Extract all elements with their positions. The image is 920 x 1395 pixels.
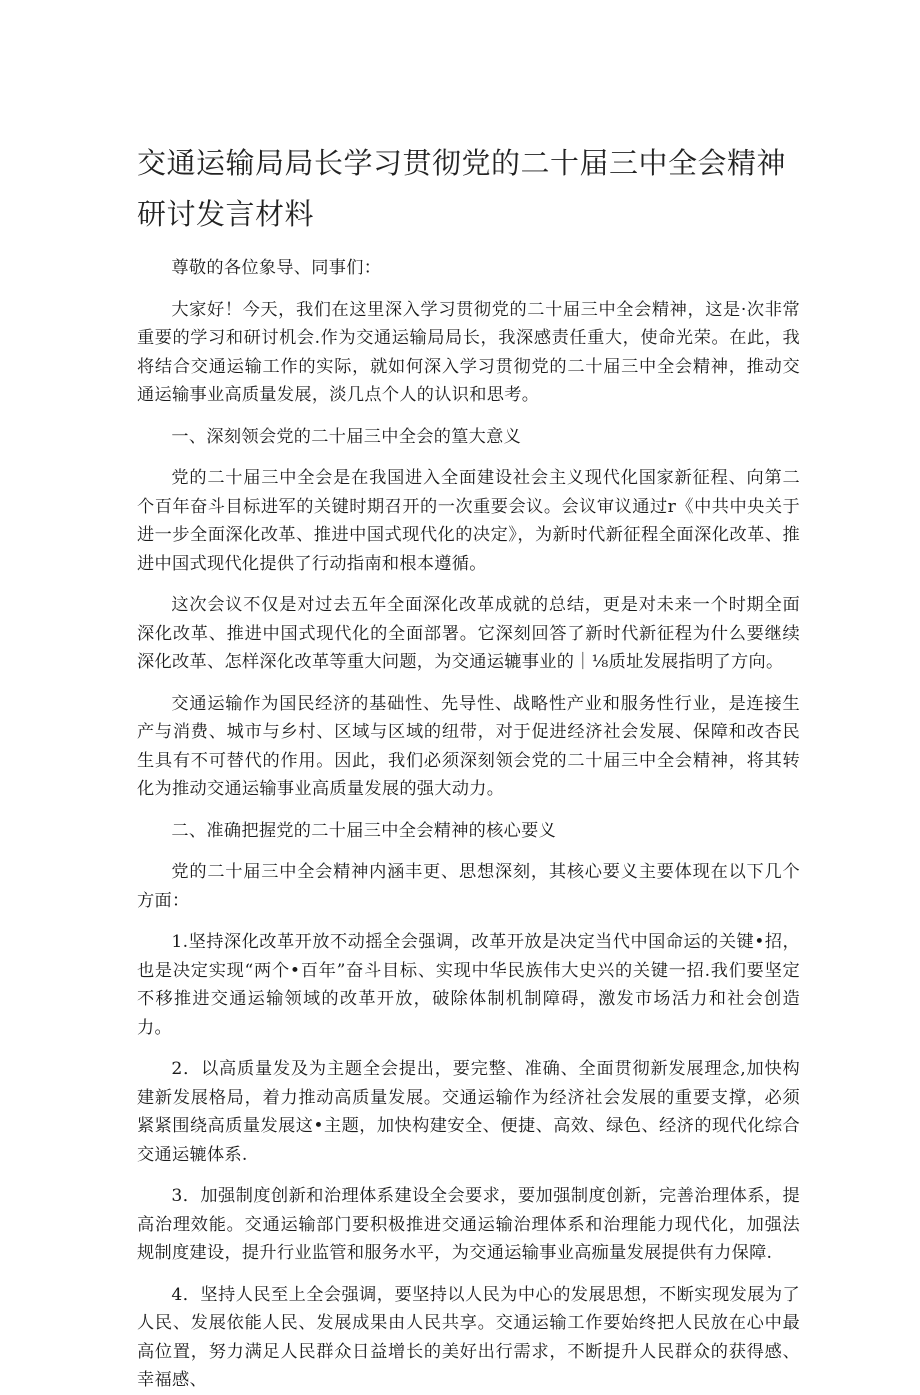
list-item: 4．坚持人民至上全会强调，要坚持以人民为中心的发展思想，不断实现发展为了人民、发展依能人民、发展成果由人民共享。交通运输工作要始终把人民放在心中最高位置，努力满足人民群众日益增长的美好出行需求，不断提升人民群众的获得感、幸福感、 — [137, 1284, 800, 1390]
list-item: 1.坚持深化改革开放不动摇全会强调，改革开放是决定当代中国命运的关键•招，也是决定实现“两个•百年”奋斗目标、实现中华民族伟大史兴的关键一招.我们要坚定不移推进交通运输领域的改革开放，破除体制机制障碍，激发市场活力和社会创造力。 — [137, 932, 800, 1038]
list-item: 3．加强制度创新和治理体系建设全会要求，要加强制度创新，完善治理体系，提高治理效能。交通运输部门要积极推进交通运输治理体系和治理能力现代化，加强法规制度建设，提升行业监管和服务水平，为交通运输事业高痂量发展提供有力保障. — [137, 1186, 800, 1263]
salutation: 尊敬的各位象导、同事们： — [171, 258, 382, 278]
body-paragraph: 这次会议不仅是对过去五年全面深化改革成就的总结，更是对未来一个时期全面深化改革、推进中国式现代化的全面部署。它深刻回答了新时代新征程为什么要继续深化改革、怎样深化改革等重大问题，为交通运辘事业的｜⅛质址发展指明了方向。 — [137, 595, 800, 672]
body-paragraph: 大家好！今天，我们在这里深入学习贯彻党的二十届三中全会精神，这是·次非常重要的学习和研讨机会.作为交通运输局局长，我深感责任重大，使命光荣。在此，我将结合交通运输工作的实际，就如何深入学习贯彻党的二十届三中全会精神，推动交通运输事业高质量发展，淡几点个人的认识和思考。 — [137, 299, 800, 405]
list-item: 2．以高质量发及为主题全会提出，要完整、准确、全面贯彻新发展理念,加快构建新发展格局，着力推动高质量发展。交通运输作为经济社会发展的重要支撑，必须紧紧围绕高质量发展这•主题，加快构建安全、便捷、高效、绿色、经济的现代化综合交通运辘体系. — [137, 1059, 800, 1165]
body-paragraph: 交通运输作为国民经济的基础性、先导性、战略性产业和服务性行业，是连接生产与消费、城市与乡村、区域与区域的纽带，对于促进经济社会发展、保障和改杏民生具有不可替代的作用。因此，我们必须深刻领会党的二十届三中全会精神，将其转化为推动交通运输事业高质量发展的强大动力。 — [137, 693, 800, 799]
section-heading: 一、深刻领会党的二十届三中全会的篁大意义 — [171, 426, 522, 447]
body-paragraph: 党的二十届三中全会是在我国进入全面建设社会主义现代化国家新征程、向第二个百年奋斗目标进军的关键时期召开的一次重要会议。会议审议通过r《中共中央关于进一步全面深化改革、推进中国式现代化的决定》，为新时代新征程全面深化改革、推进中国式现代化提供了行动指南和根本遵循。 — [137, 468, 800, 574]
body-paragraph: 党的二十届三中全会精神内涵丰更、思想深刻，其核心要义主要体现在以下几个方面： — [137, 862, 800, 911]
section-heading: 二、准确把握党的二十届三中全会精神的核心要义 — [171, 820, 557, 841]
document-title: 交通运输局局长学习贯彻党的二十届三中全会精神研讨发言材料 — [137, 146, 787, 231]
